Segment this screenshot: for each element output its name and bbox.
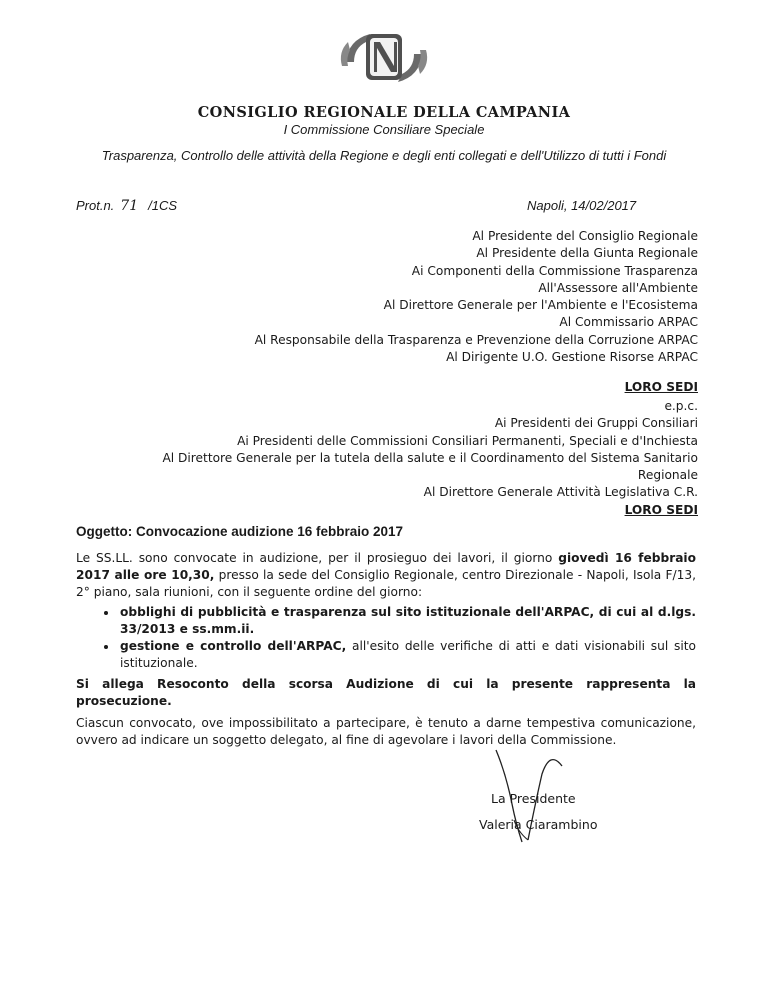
recipient-line: Al Direttore Generale per l'Ambiente e l'Ecosistema — [383, 298, 698, 313]
cc-block — [162, 398, 698, 519]
signature-role: La Presidente — [491, 791, 576, 806]
protocol-handwritten-number: 71 — [120, 198, 139, 214]
body-date-bold: giovedì 16 febbraio 2017 alle ore 10,30, — [76, 551, 696, 582]
council-title: CONSIGLIO REGIONALE DELLA CAMPANIA — [197, 104, 571, 121]
agenda-item-bold: obblighi di pubblicità e trasparenza sul sito istituzionale dell'ARPAC, di cui al d.lgs. 33/2013 e ss.mm.ii. — [120, 605, 696, 636]
attachment-note: Si allega Resoconto della scorsa Audizione di cui la presente rappresenta la prosecuzione. — [76, 677, 696, 708]
commission-subtitle: I Commissione Consiliare Speciale — [283, 122, 485, 137]
agenda-item-bold: gestione e controllo dell'ARPAC, — [120, 639, 347, 653]
cc-line: Al Direttore Generale per la tutela della salute e il Coordinamento del Sistema Sanitario — [162, 450, 698, 465]
agenda-list — [76, 604, 696, 672]
recipient-line: Ai Componenti della Commissione Trasparenza — [411, 263, 698, 278]
cc-line: Regionale — [637, 468, 698, 483]
recipient-line: Al Presidente del Consiglio Regionale — [472, 229, 698, 243]
cc-line: e.p.c. — [664, 399, 698, 413]
regione-campania-logo — [336, 22, 432, 94]
cc-line: Ai Presidenti delle Commissioni Consiliari Permanenti, Speciali e d'Inchiesta — [237, 433, 698, 448]
loro-sedi: LORO SEDI — [624, 502, 698, 517]
recipient-line: Al Commissario ARPAC — [559, 315, 698, 330]
recipient-line: Al Presidente della Giunta Regionale — [476, 246, 698, 261]
signature-name: Valeria Ciarambino — [479, 817, 598, 832]
body-paragraph — [76, 550, 696, 601]
cc-line: Ai Presidenti dei Gruppi Consiliari — [494, 416, 698, 431]
letter-date: Napoli, 14/02/2017 — [527, 198, 637, 213]
agenda-item — [118, 638, 696, 672]
protocol-suffix: /1CS — [148, 198, 178, 213]
recipient-line: Al Dirigente U.O. Gestione Risorse ARPAC — [446, 350, 698, 365]
attachment-paragraph — [76, 676, 696, 710]
recipient-line: All'Assessore all'Ambiente — [538, 280, 698, 295]
commission-description: Trasparenza, Controllo delle attività della Regione e degli enti collegati e dell'Utilizzo di tutti i Fondi — [101, 148, 667, 163]
body-text: Le SS.LL. sono convocate in audizione, per il prosieguo dei lavori, il giorno — [76, 551, 559, 565]
agenda-item — [118, 604, 696, 638]
agenda-item-text: all'esito delle verifiche di atti e dati visionabili sul sito istituzionale. — [120, 639, 696, 670]
recipient-line: Al Responsabile della Trasparenza e Prevenzione della Corruzione ARPAC — [254, 332, 698, 347]
protocol-number — [76, 198, 177, 214]
protocol-label: Prot.n. — [76, 198, 115, 213]
subject-line: Oggetto: Convocazione audizione 16 febbraio 2017 — [76, 524, 404, 539]
loro-sedi: LORO SEDI — [624, 380, 698, 395]
recipients-block — [255, 228, 698, 397]
cc-line: Al Direttore Generale Attività Legislativa C.R. — [423, 485, 698, 500]
closing-paragraph: Ciascun convocato, ove impossibilitato a partecipare, è tenuto a darne tempestiva comunicazione, ovvero ad indicare un soggetto delegato, al fine di agevolare i lavori della Commissione. — [76, 716, 696, 747]
body-text: presso la sede del Consiglio Regionale, centro Direzionale - Napoli, Isola F/13, 2° piano, sala riunioni, con il seguente ordine del giorno: — [76, 568, 697, 599]
